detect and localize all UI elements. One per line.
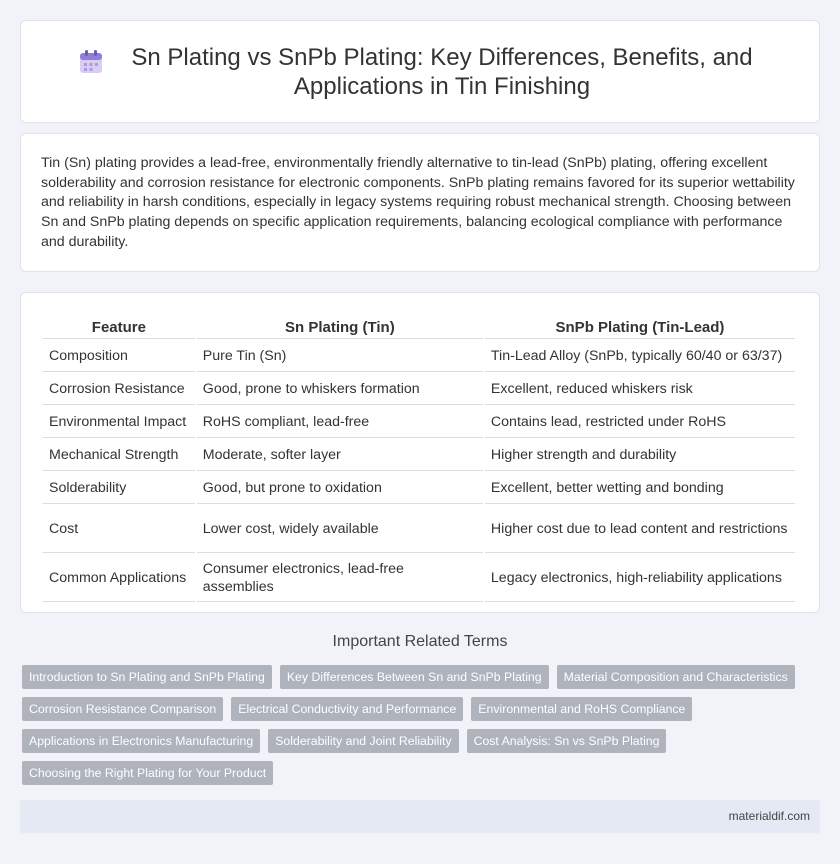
table-cell-sn: RoHS compliant, lead-free — [197, 407, 483, 438]
table-cell-snpb: Excellent, reduced whiskers risk — [485, 374, 795, 405]
table-cell-sn: Moderate, softer layer — [197, 440, 483, 471]
table-cell-sn: Consumer electronics, lead-free assemblies — [197, 555, 483, 602]
related-terms-tags — [22, 665, 822, 785]
footer-site-link[interactable]: materialdif.com — [728, 809, 810, 823]
column-header-sn: Sn Plating (Tin) — [197, 315, 483, 339]
table-row — [43, 374, 795, 405]
table-cell-snpb: Contains lead, restricted under RoHS — [485, 407, 795, 438]
table-cell-feature: Common Applications — [43, 555, 195, 602]
related-term-tag[interactable]: Applications in Electronics Manufacturing — [22, 729, 260, 753]
table-cell-feature: Composition — [43, 341, 195, 372]
table-cell-sn: Good, prone to whiskers formation — [197, 374, 483, 405]
table-row — [43, 341, 795, 372]
table-cell-snpb: Tin-Lead Alloy (SnPb, typically 60/40 or 63/37) — [485, 341, 795, 372]
related-term-tag[interactable]: Corrosion Resistance Comparison — [22, 697, 223, 721]
table-cell-snpb: Legacy electronics, high-reliability applications — [485, 555, 795, 602]
related-terms-heading: Important Related Terms — [332, 633, 508, 650]
title-row — [21, 21, 819, 101]
table-row — [43, 407, 795, 438]
table-cell-feature: Solderability — [43, 473, 195, 504]
table-cell-sn: Good, but prone to oxidation — [197, 473, 483, 504]
column-header-feature: Feature — [43, 315, 195, 339]
table-cell-feature: Corrosion Resistance — [43, 374, 195, 405]
table-row — [43, 473, 795, 504]
table-cell-feature: Mechanical Strength — [43, 440, 195, 471]
related-term-tag[interactable]: Choosing the Right Plating for Your Product — [22, 761, 273, 785]
table-cell-feature: Cost — [43, 506, 195, 553]
header-card — [20, 20, 820, 123]
intro-paragraph: Tin (Sn) plating provides a lead-free, environmentally friendly alternative to tin-lead (SnPb) plating, offering excellent solderability and corrosion resistance for electronic components. SnPb plating remains favored for its superior wettability and reliability in harsh conditions, especially in legacy systems requiring robust mechanical strength. Choosing between Sn and SnPb plating depends on specific application requirements, balancing ecological compliance with performance and durability. — [41, 155, 795, 250]
comparison-table — [41, 313, 797, 604]
related-term-tag[interactable]: Material Composition and Characteristics — [557, 665, 795, 689]
intro-card — [20, 133, 820, 272]
table-cell-snpb: Higher cost due to lead content and restrictions — [485, 506, 795, 553]
page-title: Sn Plating vs SnPb Plating: Key Differences, Benefits, and Applications in Tin Finishing — [131, 44, 753, 100]
table-cell-feature: Environmental Impact — [43, 407, 195, 438]
table-cell-sn: Lower cost, widely available — [197, 506, 483, 553]
related-term-tag[interactable]: Cost Analysis: Sn vs SnPb Plating — [467, 729, 667, 753]
table-header-row — [43, 315, 795, 339]
table-row — [43, 555, 795, 602]
related-term-tag[interactable]: Introduction to Sn Plating and SnPb Plating — [22, 665, 272, 689]
related-term-tag[interactable]: Environmental and RoHS Compliance — [471, 697, 692, 721]
table-row — [43, 506, 795, 553]
table-cell-sn: Pure Tin (Sn) — [197, 341, 483, 372]
column-header-snpb: SnPb Plating (Tin-Lead) — [485, 315, 795, 339]
table-cell-snpb: Excellent, better wetting and bonding — [485, 473, 795, 504]
table-row — [43, 440, 795, 471]
related-term-tag[interactable]: Solderability and Joint Reliability — [268, 729, 458, 753]
table-cell-snpb: Higher strength and durability — [485, 440, 795, 471]
comparison-table-card — [20, 292, 820, 613]
related-term-tag[interactable]: Key Differences Between Sn and SnPb Plating — [280, 665, 549, 689]
calendar-icon — [78, 49, 104, 75]
related-term-tag[interactable]: Electrical Conductivity and Performance — [231, 697, 463, 721]
footer-bar — [20, 800, 820, 833]
